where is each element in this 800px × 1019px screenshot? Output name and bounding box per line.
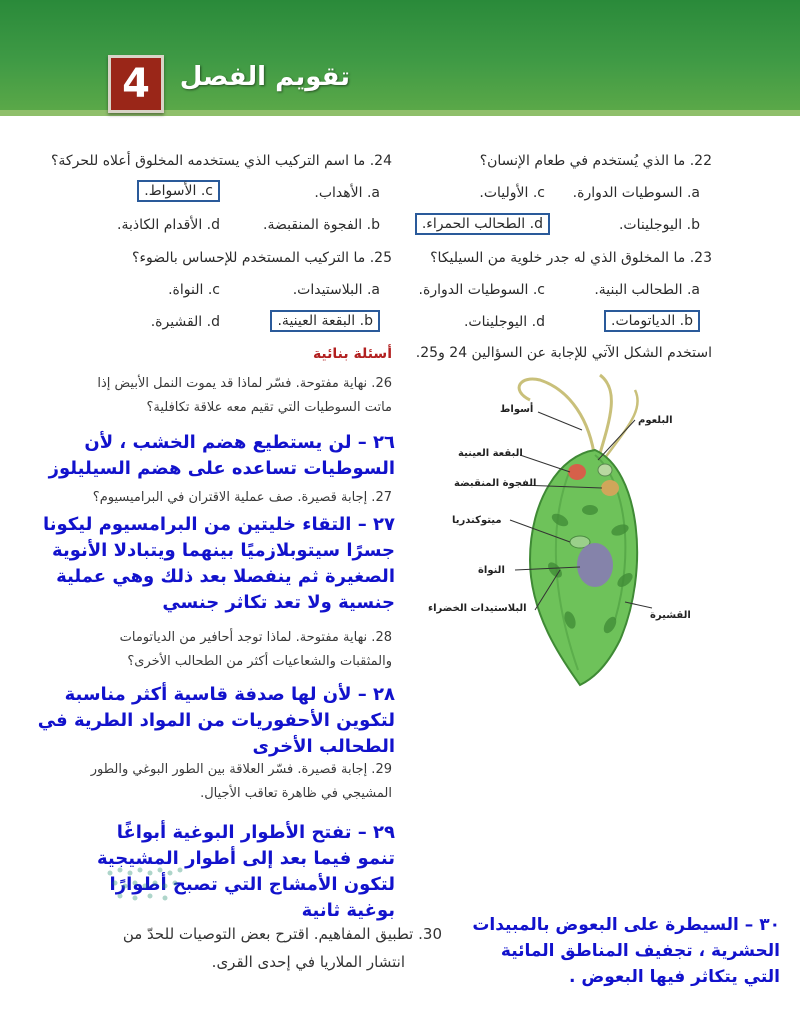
label-flagella: أسواط xyxy=(500,404,534,415)
chapter-number-badge xyxy=(108,55,164,113)
figure-instruction: استخدم الشكل الآتي للإجابة عن السؤالين 24 و25. xyxy=(415,345,712,361)
label-eyespot: البقعة العينية xyxy=(458,448,523,459)
q24-option-d: d. الأقدام الكاذبة. xyxy=(117,217,220,233)
q24-option-c-selected: c. الأسواط. xyxy=(137,180,220,202)
label-contractile-vacuole: الفجوة المنقبضة xyxy=(454,478,537,489)
question-25: 25. ما التركيب المستخدم للإحساس بالضوء؟ xyxy=(132,250,392,266)
q24-option-b: b. الفجوة المنقبضة. xyxy=(263,217,380,233)
question-24: 24. ما اسم التركيب الذي يستخدمه المخلوق أعلاه للحركة؟ xyxy=(51,153,392,169)
question-28-line2: والمثقبات والشعاعيات أكثر من الطحالب الأخرى؟ xyxy=(127,654,392,669)
answer-29: ٢٩ – تفتح الأطوار البوغية أبواغًا تنمو فيما بعد إلى أطوار المشيجية لتكون الأمشاج التي تصبح أطوارًا بوغية ثانية xyxy=(96,822,395,921)
q25-option-c: c. النواة. xyxy=(168,282,220,298)
q23-option-c: c. السوطيات الدوارة. xyxy=(418,282,545,298)
q22-option-d-selected: d. الطحالب الحمراء. xyxy=(415,213,550,235)
q23-option-a: a. الطحالب البنية. xyxy=(594,282,700,298)
q22-option-b: b. اليوجلينات. xyxy=(618,217,700,233)
ministry-logo xyxy=(100,858,200,918)
question-27: 27. إجابة قصيرة. صف عملية الاقتران في البراميسيوم؟ xyxy=(92,490,392,505)
answer-30: ٣٠ – السيطرة على البعوض بالمبيدات الحشرية ، تجفيف المناطق المائية التي يتكاثر فيها البعوض . xyxy=(472,915,780,987)
question-29-line1: 29. إجابة قصيرة. فسّر العلاقة بين الطور البوغي والطور xyxy=(90,762,392,777)
euglena-figure xyxy=(420,370,720,690)
answer-26: ٢٦ – لن يستطيع هضم الخشب ، لأن السوطيات تساعده على هضم السيليلوز xyxy=(48,432,395,479)
q22-option-c: c. الأوليات. xyxy=(479,185,545,201)
question-22: 22. ما الذي يُستخدم في طعام الإنسان؟ xyxy=(479,153,712,169)
q22-option-a: a. السوطيات الدوارة. xyxy=(572,185,700,201)
answer-27: ٢٧ – التقاء خليتين من البرامسيوم ليكونا جسرًا سيتوبلازميًا بينهما ويتبادلا الأنوية الصغيرة ثم ينفصلا بعد ذلك وهي عملية جنسية ولا تعد تكاثر جنسي xyxy=(43,514,395,613)
label-mitochondria: ميتوكندريا xyxy=(452,515,502,526)
question-30-line2: انتشار الملاريا في إحدى القرى. xyxy=(211,953,405,971)
q23-option-d: d. اليوجلينات. xyxy=(463,314,545,330)
section-title: أسئلة بنائية xyxy=(312,346,392,362)
question-23: 23. ما المخلوق الذي له جدر خلوية من السيليكا؟ xyxy=(430,250,712,266)
question-26-line2: ماتت السوطيات التي تقيم معه علاقة تكافلية؟ xyxy=(146,400,392,415)
question-26-line1: 26. نهاية مفتوحة. فسّر لماذا قد يموت النمل الأبيض إذا xyxy=(97,376,392,391)
chapter-number: 4 xyxy=(122,61,150,107)
label-gullet: البلعوم xyxy=(638,415,673,426)
q23-option-b-selected: b. الدياتومات. xyxy=(604,310,700,332)
question-29-line2: المشيجي في ظاهرة تعاقب الأجيال. xyxy=(200,786,392,801)
question-28-line1: 28. نهاية مفتوحة. لماذا توجد أحافير من الدياتومات xyxy=(119,630,392,645)
q24-option-a: a. الأهداب. xyxy=(314,185,380,201)
question-30-line1: 30. تطبيق المفاهيم. اقترح بعض التوصيات للحدّ من xyxy=(122,925,442,943)
label-pellicle: القشيرة xyxy=(650,610,691,621)
label-nucleus: النواة xyxy=(478,565,505,576)
chapter-title: تقويم الفصل xyxy=(179,62,350,92)
answer-28: ٢٨ – لأن لها صدفة قاسية أكثر مناسبة لتكوين الأحفوريات من المواد الطرية في الطحالب الأخرى xyxy=(37,684,395,757)
q25-option-b-selected: b. البقعة العينية. xyxy=(270,310,380,332)
q25-option-a: a. البلاستيدات. xyxy=(292,282,380,298)
label-chloroplasts: البلاستيدات الخضراء xyxy=(428,603,527,614)
q25-option-d: d. القشيرة. xyxy=(150,314,220,330)
